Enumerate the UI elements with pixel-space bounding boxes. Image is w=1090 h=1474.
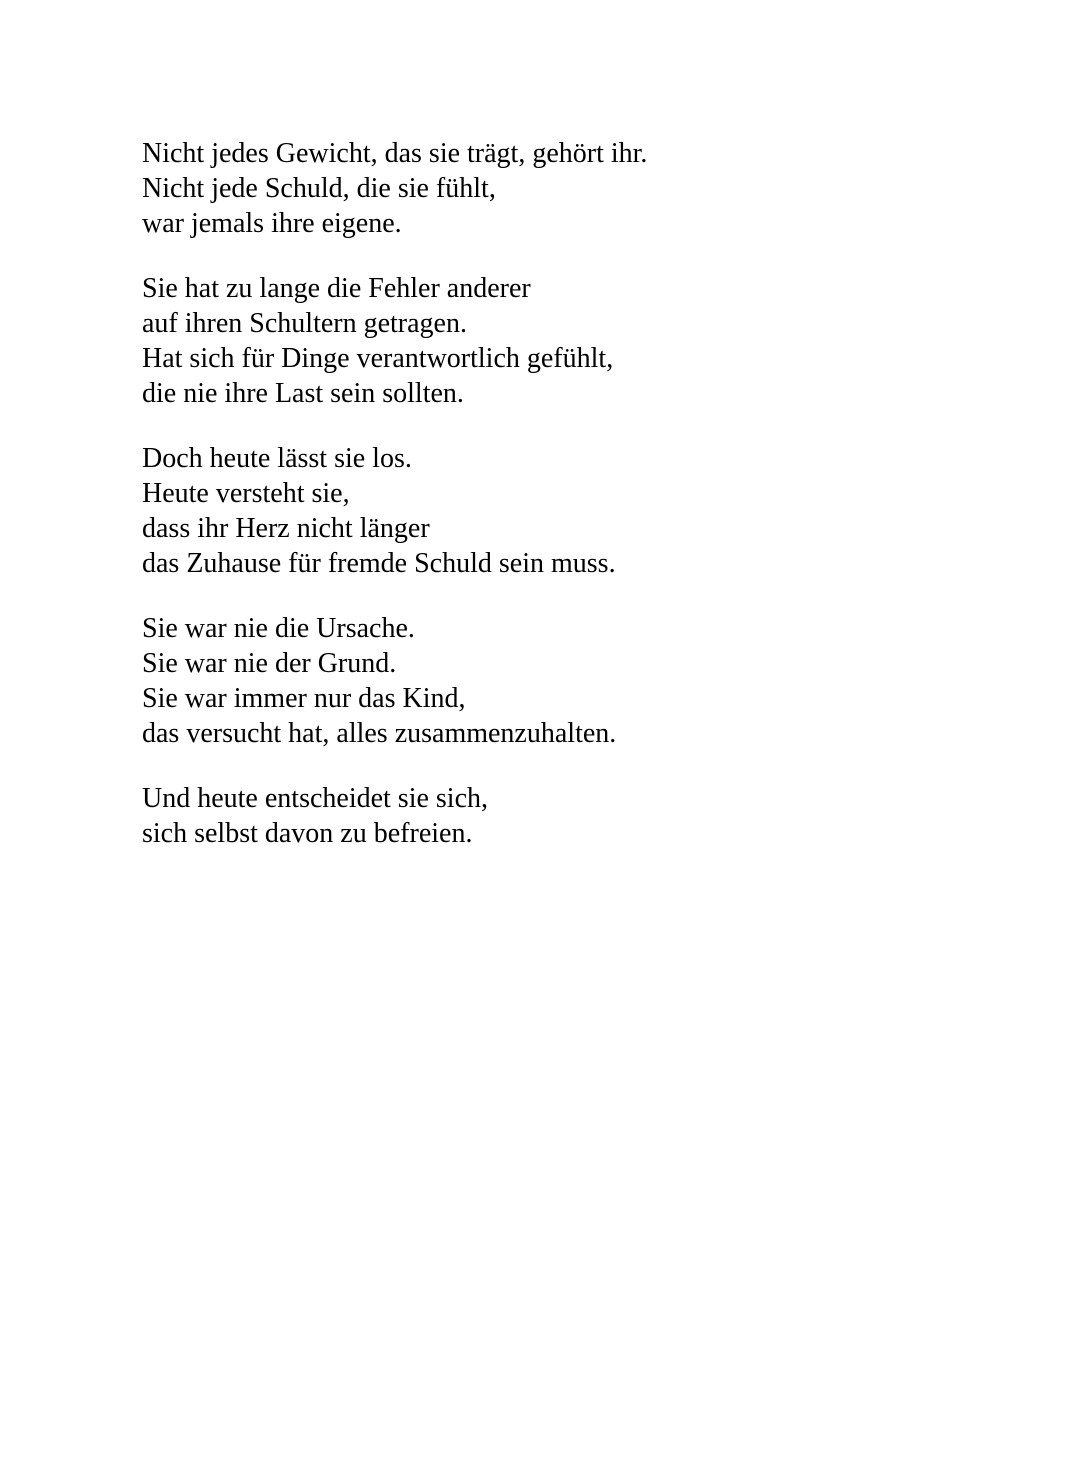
poem-line: das versucht hat, alles zusammenzuhalten. — [142, 718, 617, 749]
stanza-3 — [142, 441, 1022, 581]
poem-line: das Zuhause für fremde Schuld sein muss. — [142, 548, 616, 579]
poem-line: auf ihren Schultern getragen. — [142, 308, 467, 339]
poem-line: Doch heute lässt sie los. — [142, 443, 412, 474]
poem-line: sich selbst davon zu befreien. — [142, 818, 473, 849]
stanza-5 — [142, 781, 1022, 851]
stanza-1 — [142, 136, 1022, 241]
poem-line: Sie war nie die Ursache. — [142, 613, 415, 644]
poem-line: Und heute entscheidet sie sich, — [142, 783, 489, 814]
poem-line: Sie war immer nur das Kind, — [142, 683, 466, 714]
stanza-2 — [142, 271, 1022, 411]
poem-line: Hat sich für Dinge verantwortlich gefühlt, — [142, 343, 614, 374]
poem-body — [142, 136, 1022, 881]
poem-line: Heute versteht sie, — [142, 478, 350, 509]
poem-line: die nie ihre Last sein sollten. — [142, 378, 464, 409]
stanza-4 — [142, 611, 1022, 751]
poem-line: Sie war nie der Grund. — [142, 648, 397, 679]
poem-line: Nicht jede Schuld, die sie fühlt, — [142, 173, 496, 204]
poem-line: dass ihr Herz nicht länger — [142, 513, 430, 544]
poem-line: Sie hat zu lange die Fehler anderer — [142, 273, 531, 304]
poem-line: war jemals ihre eigene. — [142, 208, 402, 239]
poem-line: Nicht jedes Gewicht, das sie trägt, gehört ihr. — [142, 138, 648, 169]
